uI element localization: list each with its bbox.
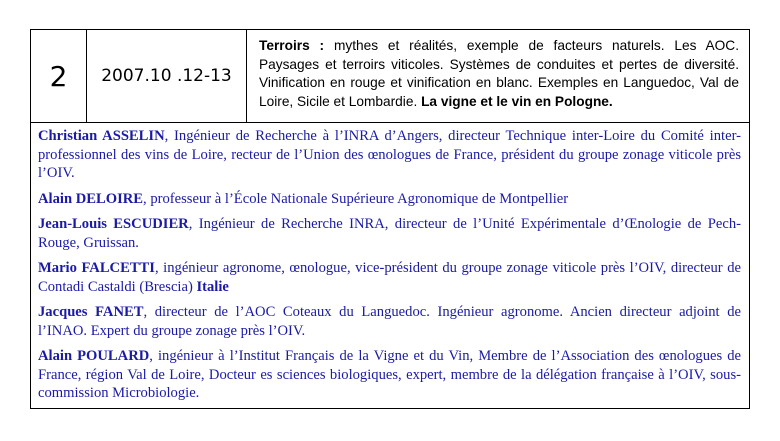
speaker-entry (38, 347, 741, 403)
speaker-name: Jacques FANET (38, 304, 144, 320)
session-header-row (31, 30, 749, 123)
speaker-suffix: Italie (196, 278, 229, 295)
speaker-name: Jean-Louis ESCUDIER (38, 216, 189, 232)
speaker-entry (38, 215, 741, 252)
speaker-description: , directeur de l’AOC Coteaux du Languedoc. Ingénieur agronome. Ancien directeur adjoint de l’INAO. Expert du groupe zonage près l’OIV. (38, 304, 741, 339)
speaker-name: Mario FALCETTI (38, 260, 155, 276)
speaker-entry (38, 190, 741, 209)
session-date: 2007.10 .12-13 (87, 30, 247, 122)
session-number: 2 (31, 30, 87, 122)
speaker-name: Christian ASSELIN (38, 128, 165, 144)
speaker-description: , professeur à l’École Nationale Supérieure Agronomique de Montpellier (143, 190, 569, 207)
topic-body: mythes et réalités, exemple de facteurs naturels. Les AOC. Paysages et terroirs viticoles. Systèmes de conduites et pertes de diversité. Vinification en rouge et vinification en blanc. Exemples en Languedoc, Val de Loire, Sicile et Lombardie. (259, 38, 739, 109)
speaker-description: , Ingénieur de Recherche INRA, directeur de l’Unité Expérimentale d’Œnologie de Pech-Rouge, Gruissan. (38, 216, 741, 251)
topic-highlight: La vigne et le vin en Pologne. (421, 93, 613, 109)
topic-title: Terroirs : (259, 38, 325, 53)
speaker-list (31, 123, 749, 410)
session-table (30, 29, 750, 409)
speaker-entry (38, 127, 741, 183)
speaker-name: Alain POULARD (38, 348, 150, 364)
speaker-name: Alain DELOIRE (38, 190, 144, 207)
session-topic (247, 30, 749, 122)
speaker-description: , ingénieur à l’Institut Français de la Vigne et du Vin, Membre de l’Association des œnologues de France, région Val de Loire, Docteur es sciences biologiques, expert, membre de la délégation française à l’OIV, sous-commission Microbiologie. (38, 348, 741, 401)
speaker-entry (38, 259, 741, 296)
speaker-description: , ingénieur agronome, œnologue, vice-président du groupe zonage viticole près l’OIV, directeur de Contadi Castaldi (Brescia) (38, 260, 741, 295)
speaker-description: , Ingénieur de Recherche à l’INRA d’Angers, directeur Technique inter-Loire du Comité inter-professionnel des vins de Loire, recteur de l’Union des œnologues de France, président du groupe zonage viticole près l’OIV. (38, 128, 741, 181)
speaker-entry (38, 303, 741, 340)
